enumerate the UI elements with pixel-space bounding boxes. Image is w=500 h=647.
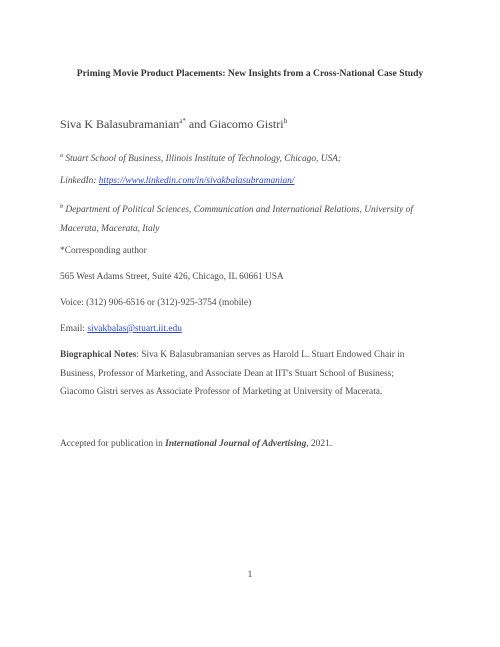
linkedin-link[interactable]: https://www.linkedin.com/in/sivakbalasubramanian/: [98, 176, 295, 186]
linkedin-label: LinkedIn:: [60, 176, 99, 186]
affiliation-b-line-2: Macerata, Macerata, Italy: [60, 223, 160, 234]
bio-line-3: Giacomo Gistri serves as Associate Professor of Marketing at University of Macerata.: [60, 387, 383, 397]
email-link[interactable]: sivakbalas@stuart.iit.edu: [87, 324, 182, 334]
email-line: [60, 320, 445, 339]
author-connector: and: [185, 117, 210, 131]
bio-label: Biographical Notes: [60, 350, 137, 360]
affiliation-b-superscript: b: [60, 204, 63, 210]
page-number: 1: [247, 570, 253, 580]
postal-address: 565 West Adams Street, Suite 426, Chicago, IL 60661 USA: [60, 272, 284, 282]
bio-line-1: : Siva K Balasubramanian serves as Harold L. Stuart Endowed Chair in: [136, 350, 405, 360]
affiliation-a-superscript: a: [60, 153, 63, 159]
bio-line-2: Business, Professor of Marketing, and Associate Dean at IIT's Stuart School of Business;: [60, 368, 394, 379]
publication-suffix: , 2021.: [306, 439, 333, 449]
author-2-name: Giacomo Gistri: [209, 117, 284, 131]
author-2-superscript: b: [283, 117, 288, 125]
affiliation-a-text: Stuart School of Business, Illinois Institute of Technology, Chicago, USA;: [63, 154, 342, 164]
publication-note: [60, 435, 445, 454]
publication-prefix: Accepted for publication in: [60, 439, 166, 449]
paper-title: Priming Movie Product Placements: New Insights from a Cross-National Case Study: [76, 68, 424, 79]
affiliation-a: [60, 147, 445, 169]
affiliation-b-line-1: Department of Political Sciences, Communication and International Relations, University of: [63, 205, 413, 215]
journal-name: International Journal of Advertising: [165, 439, 307, 449]
author-line: [60, 117, 287, 132]
biographical-notes: [60, 346, 460, 402]
author-1-name: Siva K Balasubramanian: [60, 117, 180, 131]
linkedin-line: [60, 172, 445, 191]
email-label: Email:: [60, 324, 88, 334]
corresponding-author: *Corresponding author: [60, 246, 147, 256]
author-1-superscript: a*: [179, 117, 186, 125]
affiliation-b: [60, 198, 460, 238]
voice-numbers: Voice: (312) 906-6516 or (312)-925-3754 (mobile): [60, 298, 252, 308]
